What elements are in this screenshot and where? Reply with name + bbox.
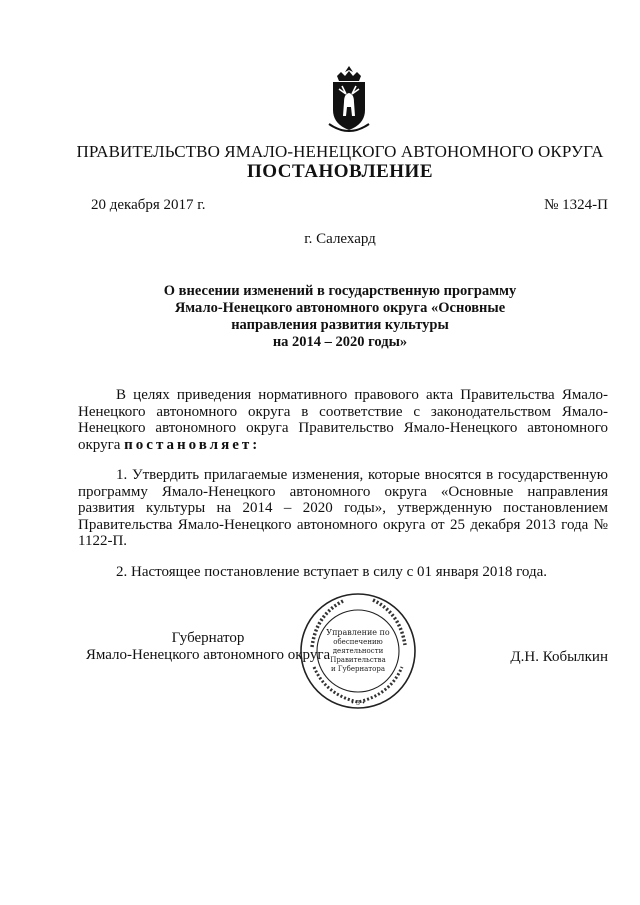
coat-of-arms-icon (327, 64, 371, 136)
item-2-text: 2. Настоящее постановление вступает в силу с 01 января 2018 года. (116, 564, 548, 580)
official-stamp-icon (298, 587, 418, 715)
intro-paragraph (78, 387, 608, 453)
intro-text: В целях приведения нормативного правового акта Правительства Ямало-Ненецкого автономного округа в соответствие с законодательством Ямало-Ненецкого автономного округа Правительство Ямало-Ненецкого автономного округа (78, 387, 608, 453)
item-2-paragraph (78, 564, 608, 581)
title-line: Ямало-Ненецкого автономного округа «Основные (174, 300, 506, 316)
title-line: направления развития культуры (231, 317, 449, 333)
position-line: Губернатор (171, 630, 245, 646)
svg-text:Правительства: Правительства (330, 656, 386, 664)
title-line: на 2014 – 2020 годы» (272, 334, 408, 350)
item-1-text: 1. Утвердить прилагаемые изменения, которые вносятся в государственную программу Ямало-Ненецкого автономного округа «Основные направления развития культуры на 2014 – 2020 годы», утвержденную постановлением Правительства Ямало-Ненецкого автономного округа от 25 декабря 2013 года № 1122-П. (78, 467, 608, 549)
document-date: 20 декабря 2017 г. (91, 197, 206, 213)
signatory-name: Д.Н. Кобылкин (510, 649, 608, 665)
svg-text:обеспечению: обеспечению (333, 638, 383, 646)
svg-text:и Губернатора: и Губернатора (330, 665, 386, 673)
document-type: ПОСТАНОВЛЕНИЕ (246, 161, 434, 182)
document-city: г. Салехард (304, 231, 376, 247)
svg-text:• 3 •: • 3 • (350, 700, 366, 707)
svg-text:деятельности: деятельности (332, 647, 384, 655)
svg-text:Управление по: Управление по (326, 628, 390, 637)
document-title (130, 283, 550, 351)
item-1-paragraph (78, 467, 608, 550)
position-line: Ямало-Ненецкого автономного округа (85, 647, 331, 663)
title-line: О внесении изменений в государственную программу (163, 283, 517, 299)
document-number: № 1324-П (544, 197, 608, 213)
government-name: ПРАВИТЕЛЬСТВО ЯМАЛО-НЕНЕЦКОГО АВТОНОМНОГО ОКРУГА (76, 142, 604, 161)
decree-word: постановляет: (124, 436, 261, 453)
